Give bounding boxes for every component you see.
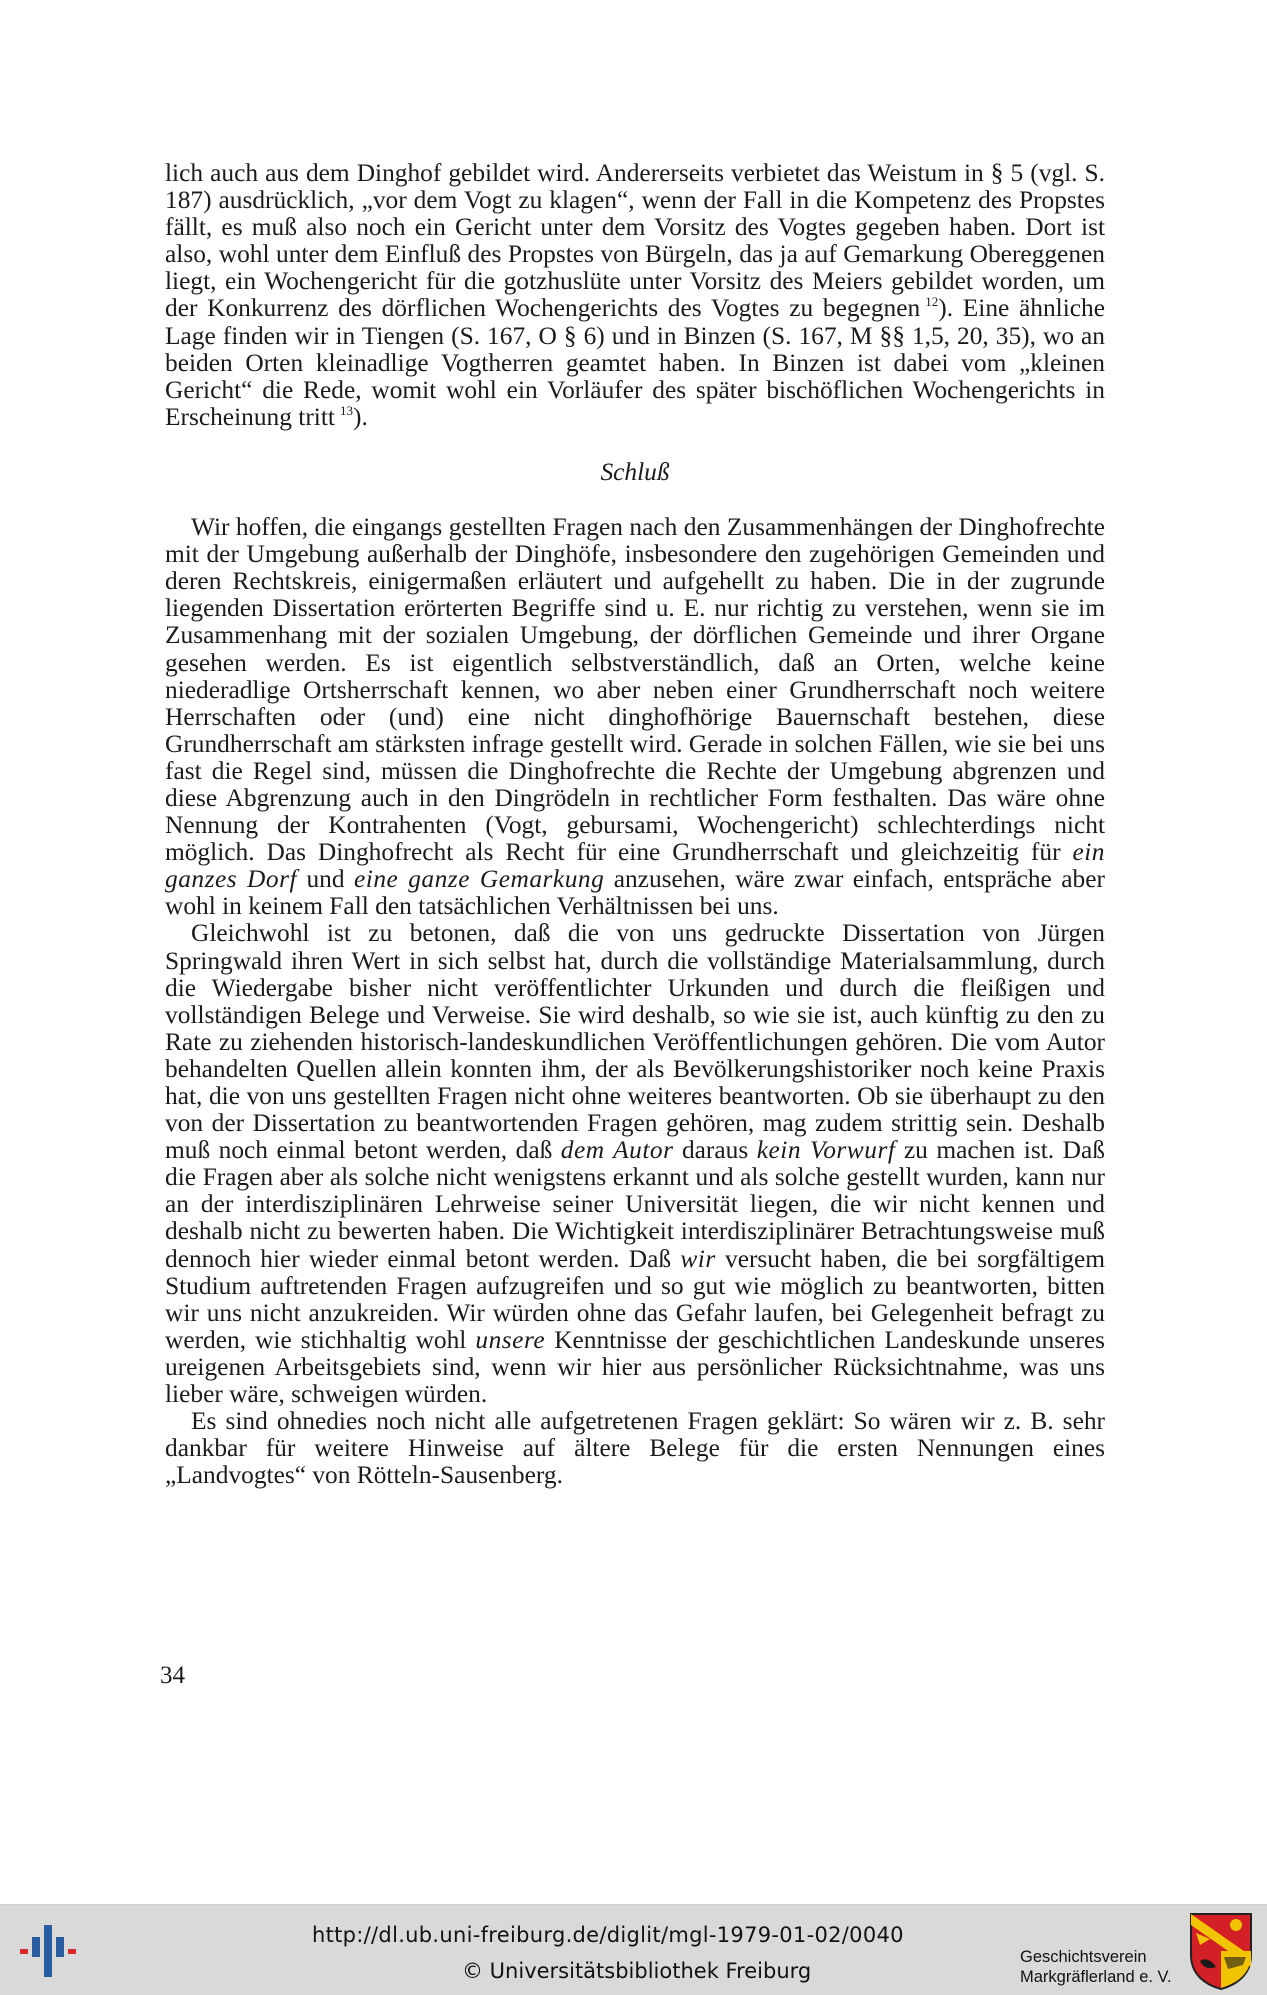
viewer-footer xyxy=(0,1904,1267,1995)
footnote-ref: 13 xyxy=(340,402,354,418)
paragraph: Es sind ohnedies noch nicht alle aufgetretenen Fragen geklärt: So wären wir z. B. sehr dankbar für weitere Hinweise auf ältere Belege für die ersten Nennungen eines „Landvogtes“ von Rötteln-Sausenberg. xyxy=(165,1407,1105,1490)
page-number: 34 xyxy=(160,1662,185,1689)
paragraph: Gleichwohl ist zu betonen, daß die von uns gedruckte Dissertation von Jürgen Springwald ihren Wert in sich selbst hat, durch die vollständige Materialsammlung, durch die Wiedergabe bisher nicht veröffentlichter Urkunden und durch die fleißigen und vollständigen Belege und Verweise. Sie wird deshalb, so wie sie ist, auch künftig zu den zu Rate zu ziehenden historisch-landeskundlichen Veröffentlichungen gehören. Die vom Autor behandelten Quellen allein konnten ihm, der als Bevölkerungshistoriker noch keine Praxis hat, die von uns gestellten Fragen nicht ohne weiteres beantworten. Ob sie überhaupt zu den von der Dissertation zu beantwortenden Fragen gehören, mag zudem strittig sein. Deshalb muß noch einmal betont werden, daß dem Autor daraus kein Vorwurf zu machen ist. Daß die Fragen aber als solche nicht wenigstens erkannt und als solche gestellt wurden, kann nur an der interdisziplinären Lehrweise seiner Universität liegen, die wir nicht kennen und deshalb nicht zu bewerten haben. Die Wichtigkeit interdisziplinärer Betrachtungsweise muß dennoch hier wieder einmal betont werden. Daß wir versucht haben, die bei sorgfältigem Studium auftretenden Fragen aufzugreifen und so gut wie möglich zu beantworten, bitten wir uns nicht anzukreiden. Wir würden ohne das Gefahr laufen, bei Gelegenheit befragt zu werden, wie stichhaltig wohl unsere Kenntnisse der geschichtlichen Landeskunde unseres ureigenen Arbeitsgebiets sind, wenn wir hier aus persönlicher Rücksichtnahme, was uns lieber wäre, schweigen würden. xyxy=(165,919,1105,1409)
paragraph-continued: lich auch aus dem Dinghof gebildet wird. Andererseits verbietet das Weistum in § 5 (vgl. S. 187) ausdrücklich, „vor dem Vogt zu klagen“, wenn der Fall in die Kompetenz des Propstes fällt, es muß also noch ein Gericht unter dem Vorsitz des Vogtes gegeben haben. Dort ist also, wohl unter dem Einfluß des Propstes von Bürgeln, das ja auf Gemarkung Obereggenen liegt, ein Wochengericht für die gotzhuslüte unter Vorsitz des Meiers gebildet worden, um der Konkurrenz des dörflichen Wochengerichts des Vogtes zu begegnen $^{12}$). Eine ähnliche Lage finden wir in Tiengen (S. 167, O § 6) und in Binzen (S. 167, M §§ 1,5, 20, 35), wo an beiden Orten kleinadlige Vogtherren geamtet haben. In Binzen ist dabei vom „kleinen Gericht“ die Rede, womit wohl ein Vorläufer des später bischöflichen Wochengerichts in Erscheinung tritt $^{13}$). xyxy=(165,159,1106,431)
document-body xyxy=(165,160,1105,1489)
section-heading: Schluß xyxy=(600,457,670,486)
society-name-line1: Geschichtsverein xyxy=(1020,1948,1147,1966)
copyright-text: © Universitätsbibliothek Freiburg xyxy=(462,1959,812,1983)
society-name xyxy=(1020,1947,1172,1987)
coat-of-arms-icon xyxy=(1188,1911,1254,1991)
paragraph: Wir hoffen, die eingangs gestellten Fragen nach den Zusammenhängen der Dinghofrechte mit der Umgebung außerhalb der Dinghöfe, insbesondere den zugehörigen Gemeinden und deren Rechtskreis, einigermaßen erläutert und aufgehellt zu haben. Die in der zugrunde liegenden Dissertation erörterten Begriffe sind u. E. nur richtig zu verstehen, wenn sie im Zusammenhang mit der sozialen Umgebung, der dörflichen Gemeinde und ihrer Organe gesehen werden. Es ist eigentlich selbstverständlich, daß an Orten, welche keine niederadlige Ortsherrschaft kennen, wo aber neben einer Grundherrschaft noch weitere Herrschaften oder (und) eine nicht dinghofhörige Bauernschaft bestehen, diese Grundherrschaft am stärksten infrage gestellt wird. Gerade in solchen Fällen, wie sie bei uns fast die Regel sind, müssen die Dinghofrechte die Rechte der Umgebung abgrenzen und diese Abgrenzung auch in den Dingrödeln in rechtlicher Form festhalten. Das wäre ohne Nennung der Kontrahenten (Vogt, gebursami, Wochengericht) schlechterdings nicht möglich. Das Dinghofrecht als Recht für eine Grundherrschaft und gleichzeitig für ein ganzes Dorf und eine ganze Gemarkung anzusehen, wäre zwar einfach, entspräche aber wohl in keinem Fall den tatsächlichen Verhältnissen bei uns. xyxy=(165,513,1105,921)
permalink-link[interactable]: http://dl.ub.uni-freiburg.de/diglit/mgl-1979-01-02/0040 xyxy=(312,1923,904,1947)
footnote-ref: 12 xyxy=(925,294,939,310)
university-library-logo-icon xyxy=(16,1919,80,1983)
society-name-line2: Markgräflerland e. V. xyxy=(1020,1968,1172,1986)
